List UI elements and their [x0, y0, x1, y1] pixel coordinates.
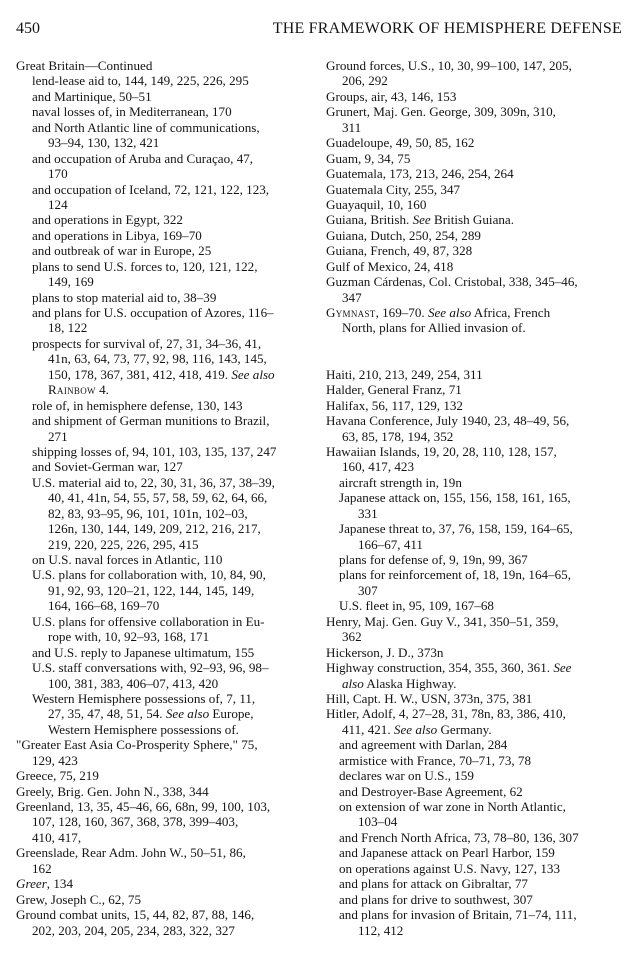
code-name: Gymnast — [326, 305, 376, 320]
index-entry — [326, 166, 626, 181]
cross-reference: also — [342, 675, 364, 691]
index-subentry — [16, 290, 316, 305]
index-entry — [326, 89, 626, 104]
index-entry — [326, 212, 626, 227]
entry-text: 18, 122 — [48, 320, 88, 336]
index-continuation — [16, 429, 316, 444]
entry-text: U.S. material aid to, 22, 30, 31, 36, 37, 38–39, — [32, 474, 275, 490]
entry-text: Guadeloupe, 49, 50, 85, 162 — [326, 135, 475, 151]
entry-text: 362 — [342, 629, 362, 645]
entry-text-tail: , 134 — [46, 876, 73, 892]
entry-text: Ground forces, U.S., 10, 30, 99–100, 147, 205, — [326, 58, 572, 73]
entry-text: Highway construction, 354, 355, 360, 361. — [326, 660, 551, 676]
entry-text: naval losses of, in Mediterranean, 170 — [32, 104, 232, 120]
entry-text: 41n, 63, 64, 73, 77, 92, 98, 116, 143, 145, — [48, 351, 267, 367]
index-continuation — [16, 830, 316, 845]
entry-text: 129, 423 — [32, 752, 78, 768]
entry-text: 307 — [358, 582, 378, 598]
page-number: 450 — [16, 20, 40, 37]
entry-text: 93–94, 130, 132, 421 — [48, 135, 160, 151]
index-continuation — [16, 722, 316, 737]
index-continuation — [326, 73, 626, 88]
entry-text: Guatemala City, 255, 347 — [326, 181, 461, 197]
index-subentry — [326, 737, 626, 752]
index-continuation — [16, 521, 316, 536]
entry-spacer — [326, 351, 626, 366]
entry-text: Greely, Brig. Gen. John N., 338, 344 — [16, 783, 209, 799]
entry-text: 107, 128, 160, 367, 368, 378, 399–403, — [32, 814, 239, 830]
index-entry — [16, 58, 316, 73]
entry-text-tail: British Guiana. — [430, 212, 515, 228]
index-continuation — [326, 537, 626, 552]
entry-text: "Greater East Asia Co-Prosperity Sphere," 75, — [16, 737, 258, 753]
index-continuation — [16, 753, 316, 768]
index-entry — [326, 614, 626, 629]
entry-text: 410, 417, — [32, 829, 82, 845]
entry-text: and outbreak of war in Europe, 25 — [32, 243, 212, 259]
entry-text: Guiana, Dutch, 250, 254, 289 — [326, 227, 481, 243]
index-continuation — [16, 506, 316, 521]
index-entry — [326, 151, 626, 166]
entry-text: 347 — [342, 289, 362, 305]
index-continuation — [16, 629, 316, 644]
entry-text: and Japanese attack on Pearl Harbor, 159 — [339, 845, 555, 861]
entry-text: Guiana, French, 49, 87, 328 — [326, 243, 473, 259]
index-subentry — [16, 243, 316, 258]
entry-text: 63, 85, 178, 194, 352 — [342, 428, 454, 444]
index-subentry — [16, 444, 316, 459]
index-subentry — [16, 614, 316, 629]
index-entry — [326, 197, 626, 212]
index-continuation — [16, 367, 316, 382]
index-continuation — [326, 120, 626, 135]
index-continuation — [326, 583, 626, 598]
index-subentry — [326, 892, 626, 907]
entry-text: 40, 41, 41n, 54, 55, 57, 58, 59, 62, 64, 66, — [48, 490, 268, 506]
index-subentry — [326, 475, 626, 490]
index-subentry — [326, 845, 626, 860]
entry-text: U.S. plans for collaboration with, 10, 84, 90, — [32, 567, 266, 583]
index-entry — [16, 907, 316, 922]
entry-text: 27, 35, 47, 48, 51, 54. — [48, 706, 163, 722]
cross-reference: See — [412, 212, 431, 228]
entry-text: 219, 220, 225, 226, 295, 415 — [48, 536, 199, 552]
entry-text: 271 — [48, 428, 68, 444]
entry-text: 166–67, 411 — [358, 536, 423, 552]
entry-text: Hickerson, J. D., 373n — [326, 644, 444, 660]
index-continuation — [16, 598, 316, 613]
entry-text: Guiana, British. — [326, 212, 410, 228]
index-continuation — [326, 629, 626, 644]
index-entry — [326, 444, 626, 459]
index-entry — [326, 645, 626, 660]
index-entry — [326, 413, 626, 428]
index-subentry — [16, 413, 316, 428]
entry-text: Western Hemisphere possessions of. — [48, 721, 239, 737]
entry-text: Greece, 75, 219 — [16, 768, 99, 784]
entry-text: armistice with France, 70–71, 73, 78 — [339, 752, 532, 768]
index-continuation — [326, 923, 626, 938]
entry-text: Guayaquil, 10, 160 — [326, 196, 427, 212]
index-subentry — [16, 73, 316, 88]
index-continuation — [16, 320, 316, 335]
entry-text: and French North Africa, 73, 78–80, 136, 307 — [339, 829, 579, 845]
index-entry — [326, 243, 626, 258]
entry-text: and Soviet-German war, 127 — [32, 459, 183, 475]
entry-text: 126n, 130, 144, 149, 209, 212, 216, 217, — [48, 521, 261, 537]
entry-spacer — [326, 336, 626, 351]
index-subentry — [16, 182, 316, 197]
entry-text: 82, 83, 93–95, 96, 101, 101n, 102–03, — [48, 505, 248, 521]
index-continuation — [16, 351, 316, 366]
index-continuation — [16, 676, 316, 691]
index-entry — [326, 182, 626, 197]
entry-text: Hawaiian Islands, 19, 20, 28, 110, 128, 157, — [326, 443, 557, 459]
entry-text: Havana Conference, July 1940, 23, 48–49, 56, — [326, 413, 570, 429]
page-header — [16, 16, 622, 42]
index-continuation — [16, 382, 316, 397]
entry-text: 149, 169 — [48, 274, 94, 290]
entry-text: U.S. fleet in, 95, 109, 167–68 — [339, 598, 494, 614]
entry-text: and operations in Libya, 169–70 — [32, 227, 202, 243]
entry-text-tail: Africa, French — [471, 305, 551, 320]
index-column-right — [326, 58, 626, 938]
cross-reference: See also — [165, 706, 210, 722]
index-continuation — [16, 197, 316, 212]
index-subentry — [326, 784, 626, 799]
index-subentry — [326, 490, 626, 505]
entry-text: Halder, General Franz, 71 — [326, 382, 462, 398]
index-subentry — [326, 753, 626, 768]
entry-text: Guzman Cárdenas, Col. Cristobal, 338, 345–46, — [326, 274, 578, 290]
index-continuation — [16, 923, 316, 938]
entry-text: 162 — [32, 860, 52, 876]
index-entry — [326, 691, 626, 706]
entry-text: U.S. staff conversations with, 92–93, 96, 98– — [32, 660, 269, 676]
entry-text: aircraft strength in, 19n — [339, 474, 462, 490]
index-subentry — [326, 768, 626, 783]
entry-text: Guatemala, 173, 213, 246, 254, 264 — [326, 166, 514, 182]
entry-text-tail: Germany. — [437, 721, 492, 737]
index-subentry — [326, 907, 626, 922]
entry-text: Greenland, 13, 35, 45–46, 66, 68n, 99, 100, 103, — [16, 799, 271, 814]
entry-text: 124 — [48, 196, 68, 212]
entry-text-tail: , 169–70. — [375, 305, 428, 320]
index-subentry — [16, 552, 316, 567]
entry-text: Hill, Capt. H. W., USN, 373n, 375, 381 — [326, 690, 533, 706]
index-subentry — [326, 598, 626, 613]
index-subentry — [326, 876, 626, 891]
index-subentry — [16, 228, 316, 243]
entry-text: Grew, Joseph C., 62, 75 — [16, 891, 141, 907]
entry-text: and operations in Egypt, 322 — [32, 212, 183, 228]
entry-text: 164, 166–68, 169–70 — [48, 598, 160, 614]
cross-reference: See also — [393, 721, 438, 737]
entry-text: plans for defense of, 9, 19n, 99, 367 — [339, 552, 528, 567]
entry-text: 331 — [358, 505, 378, 521]
code-name: Rainbow — [48, 382, 96, 398]
index-subentry — [16, 660, 316, 675]
entry-text: Greenslade, Rear Adm. John W., 50–51, 86, — [16, 845, 246, 861]
index-subentry — [326, 567, 626, 582]
index-subentry — [16, 475, 316, 490]
entry-text: on U.S. naval forces in Atlantic, 110 — [32, 552, 223, 567]
index-entry — [326, 274, 626, 289]
entry-text: and plans for drive to southwest, 307 — [339, 891, 533, 907]
index-subentry — [16, 89, 316, 104]
cross-reference: See also — [427, 305, 472, 320]
index-continuation — [326, 429, 626, 444]
index-continuation — [16, 706, 316, 721]
index-subentry — [16, 459, 316, 474]
index-entry — [326, 104, 626, 119]
index-continuation — [326, 676, 626, 691]
entry-text: Great Britain—Continued — [16, 58, 153, 73]
entry-text: U.S. plans for offensive collaboration in Eu- — [32, 613, 265, 629]
entry-text: role of, in hemisphere defense, 130, 143 — [32, 397, 243, 413]
entry-text: and Martinique, 50–51 — [32, 88, 152, 104]
index-entry — [326, 706, 626, 721]
index-column-left — [16, 58, 316, 938]
entry-text: 100, 381, 383, 406–07, 413, 420 — [48, 675, 219, 691]
index-continuation — [326, 290, 626, 305]
index-subentry — [16, 104, 316, 119]
entry-text: Henry, Maj. Gen. Guy V., 341, 350–51, 359, — [326, 613, 559, 629]
entry-text: prospects for survival of, 27, 31, 34–36, 41, — [32, 335, 262, 351]
entry-text: plans for reinforcement of, 18, 19n, 164–65, — [339, 567, 571, 583]
running-title: THE FRAMEWORK OF HEMISPHERE DEFENSE — [272, 20, 622, 37]
index-subentry — [16, 398, 316, 413]
index-continuation — [16, 274, 316, 289]
entry-text: Gulf of Mexico, 24, 418 — [326, 258, 454, 274]
entry-text: Ground combat units, 15, 44, 82, 87, 88, 146, — [16, 907, 255, 923]
entry-text: 160, 417, 423 — [342, 459, 415, 475]
cross-reference: See also — [231, 366, 275, 382]
index-continuation — [16, 490, 316, 505]
entry-text: Western Hemisphere possessions of, 7, 11, — [32, 690, 256, 706]
entry-text: 206, 292 — [342, 73, 388, 89]
entry-text: 311 — [342, 119, 362, 135]
entry-text: 202, 203, 204, 205, 234, 283, 322, 327 — [32, 922, 235, 938]
index-entry — [16, 845, 316, 860]
index-subentry — [16, 336, 316, 351]
index-subentry — [326, 861, 626, 876]
entry-text: Halifax, 56, 117, 129, 132 — [326, 397, 463, 413]
entry-text: Groups, air, 43, 146, 153 — [326, 88, 457, 104]
index-subentry — [326, 552, 626, 567]
entry-text: 103–04 — [358, 814, 398, 830]
index-continuation — [16, 537, 316, 552]
index-entry — [326, 58, 626, 73]
index-continuation — [326, 320, 626, 335]
index-subentry — [16, 212, 316, 227]
entry-text: and plans for invasion of Britain, 71–74, 111, — [339, 907, 577, 923]
entry-text: on operations against U.S. Navy, 127, 133 — [339, 860, 560, 876]
cross-reference: See — [553, 660, 572, 676]
index-continuation — [16, 166, 316, 181]
entry-text: and occupation of Iceland, 72, 121, 122, 123, — [32, 181, 270, 197]
entry-text: declares war on U.S., 159 — [339, 768, 474, 784]
entry-text: and shipment of German munitions to Brazil, — [32, 413, 270, 429]
entry-text: plans to stop material aid to, 38–39 — [32, 289, 217, 305]
index-subentry — [326, 521, 626, 536]
entry-text: rope with, 10, 92–93, 168, 171 — [48, 629, 210, 645]
index-subentry — [16, 691, 316, 706]
entry-text-tail: Europe, — [209, 706, 254, 722]
index-entry — [326, 305, 626, 320]
index-entry — [326, 228, 626, 243]
cross-reference: Greer — [16, 876, 47, 892]
index-subentry — [16, 151, 316, 166]
entry-text: North, plans for Allied invasion of. — [342, 320, 526, 336]
index-continuation — [326, 814, 626, 829]
entry-text: 112, 412 — [358, 922, 404, 938]
entry-text: Guam, 9, 34, 75 — [326, 150, 411, 166]
entry-text: Japanese threat to, 37, 76, 158, 159, 164–65, — [339, 521, 573, 537]
index-continuation — [16, 814, 316, 829]
entry-text: Hitler, Adolf, 4, 27–28, 31, 78n, 83, 386, 410, — [326, 706, 566, 722]
entry-text: and U.S. reply to Japanese ultimatum, 155 — [32, 644, 255, 660]
index-subentry — [326, 799, 626, 814]
index-entry — [326, 135, 626, 150]
entry-text: Grunert, Maj. Gen. George, 309, 309n, 310, — [326, 104, 556, 120]
entry-text: on extension of war zone in North Atlantic, — [339, 799, 566, 814]
index-subentry — [326, 830, 626, 845]
index-continuation — [326, 722, 626, 737]
entry-text: 91, 92, 93, 120–21, 122, 144, 145, 149, — [48, 582, 255, 598]
entry-text: 150, 178, 367, 381, 412, 418, 419. — [48, 366, 229, 382]
entry-text: and plans for U.S. occupation of Azores, 116– — [32, 305, 274, 320]
index-entry — [16, 876, 316, 891]
index-entry — [16, 892, 316, 907]
index-continuation — [16, 135, 316, 150]
entry-text: Haiti, 210, 213, 249, 254, 311 — [326, 366, 483, 382]
index-subentry — [16, 645, 316, 660]
index-subentry — [16, 567, 316, 582]
index-continuation — [16, 861, 316, 876]
entry-text: and North Atlantic line of communications, — [32, 119, 260, 135]
index-entry — [326, 259, 626, 274]
entry-text: Japanese attack on, 155, 156, 158, 161, 165, — [339, 490, 571, 506]
index-entry — [16, 784, 316, 799]
index-entry — [16, 799, 316, 814]
entry-text-tail: 4. — [95, 382, 109, 398]
entry-text: and occupation of Aruba and Curaçao, 47, — [32, 150, 254, 166]
entry-text: and plans for attack on Gibraltar, 77 — [339, 876, 528, 892]
entry-text: shipping losses of, 94, 101, 103, 135, 137, 247 — [32, 443, 277, 459]
index-entry — [16, 737, 316, 752]
entry-text: and agreement with Darlan, 284 — [339, 737, 508, 753]
index-subentry — [16, 305, 316, 320]
index-entry — [326, 367, 626, 382]
entry-text: 411, 421. — [342, 721, 391, 737]
index-entry — [326, 660, 626, 675]
index-continuation — [326, 459, 626, 474]
entry-text: and Destroyer-Base Agreement, 62 — [339, 783, 523, 799]
entry-text: plans to send U.S. forces to, 120, 121, 122, — [32, 258, 258, 274]
entry-text: lend-lease aid to, 144, 149, 225, 226, 295 — [32, 73, 249, 89]
index-entry — [326, 398, 626, 413]
entry-text-tail: Alaska Highway. — [363, 675, 457, 691]
entry-text: 170 — [48, 166, 68, 182]
index-subentry — [16, 120, 316, 135]
index-continuation — [16, 583, 316, 598]
index-subentry — [16, 259, 316, 274]
index-entry — [326, 382, 626, 397]
index-entry — [16, 768, 316, 783]
index-continuation — [326, 506, 626, 521]
